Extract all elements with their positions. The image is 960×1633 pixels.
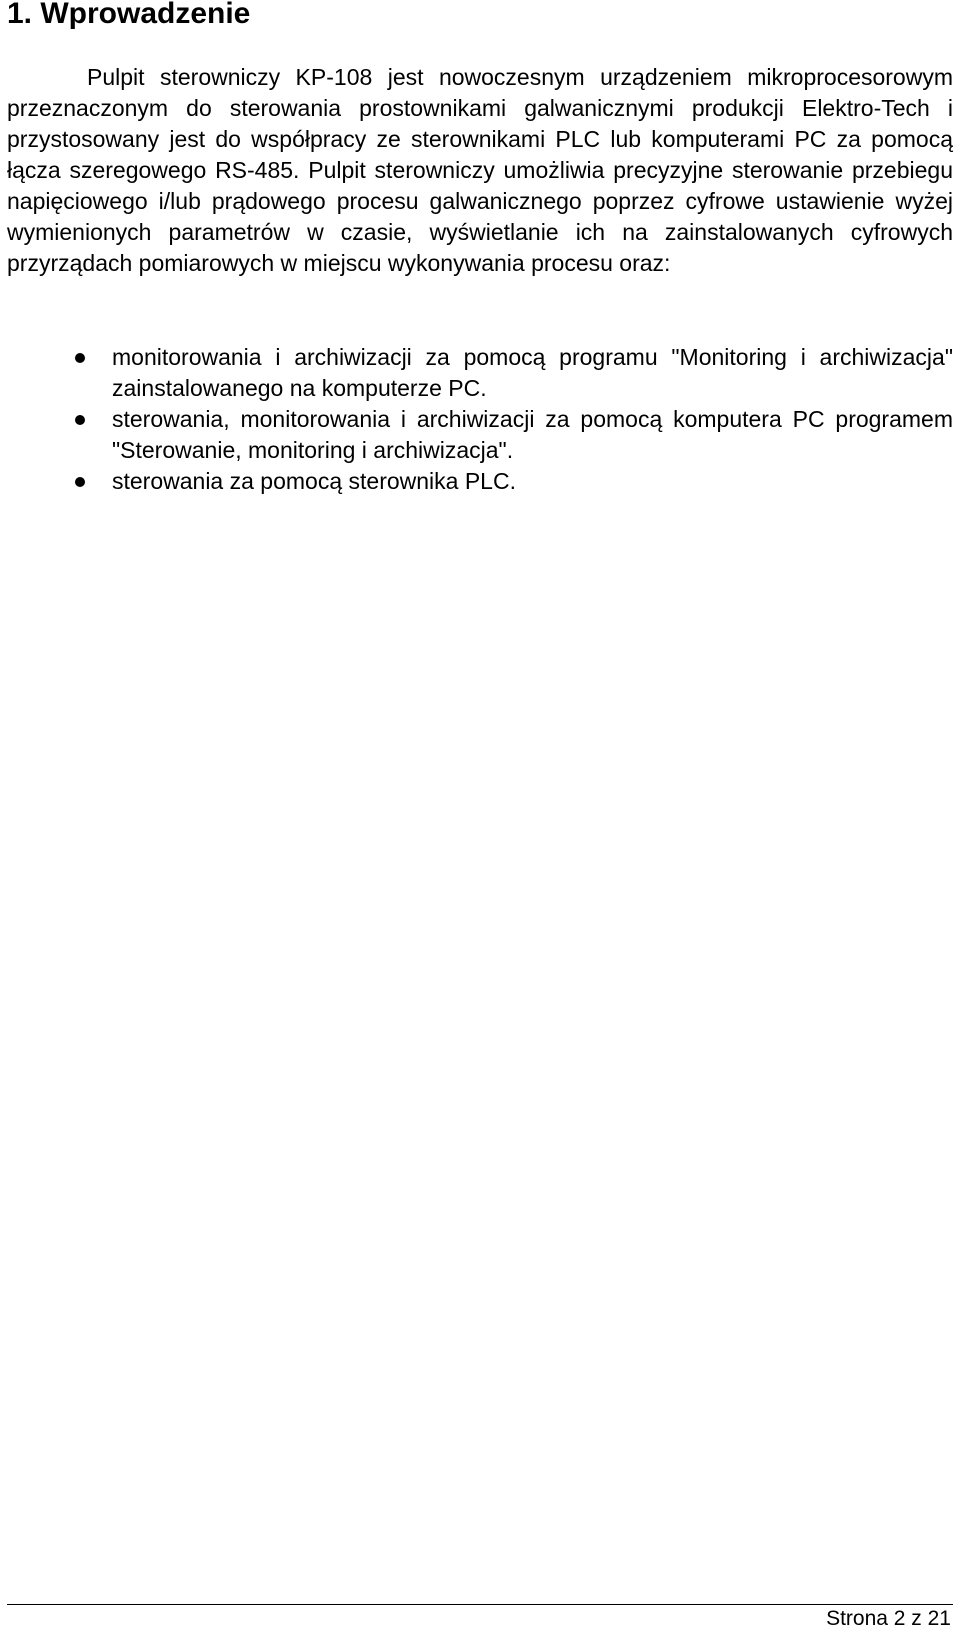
list-item — [7, 342, 953, 404]
list-item — [7, 404, 953, 466]
intro-paragraph: Pulpit sterowniczy KP-108 jest nowoczesnym urządzeniem mikroprocesorowym przeznaczonym do sterowania prostownikami galwanicznymi produkcji Elektro-Tech i przystosowany jest do współpracy ze sterownikami PLC lub komputerami PC za pomocą łącza szeregowego RS-485. Pulpit sterowniczy umożliwia precyzyjne sterowanie przebiegu napięciowego i/lub prądowego procesu galwanicznego poprzez cyfrowe ustawienie wyżej wymienionych parametrów w czasie, wyświetlanie ich na zainstalowanych cyfrowych przyrządach pomiarowych w miejscu wykonywania procesu oraz: — [7, 64, 953, 276]
feature-list — [7, 342, 953, 497]
list-item-text: monitorowania i archiwizacji za pomocą programu "Monitoring i archiwizacja" zainstalowanego na komputerze PC. — [112, 344, 953, 401]
page-number: Strona 2 z 21 — [826, 1607, 951, 1630]
list-item-text: sterowania za pomocą sterownika PLC. — [112, 468, 516, 494]
footer-divider — [7, 1604, 953, 1605]
section-heading: 1. Wprowadzenie — [7, 0, 251, 30]
list-item — [7, 466, 953, 497]
list-item-text: sterowania, monitorowania i archiwizacji za pomocą komputera PC programem "Sterowanie, monitoring i archiwizacja". — [112, 406, 953, 463]
bullet-icon — [75, 477, 85, 487]
bullet-icon — [75, 353, 85, 363]
bullet-icon — [75, 415, 85, 425]
